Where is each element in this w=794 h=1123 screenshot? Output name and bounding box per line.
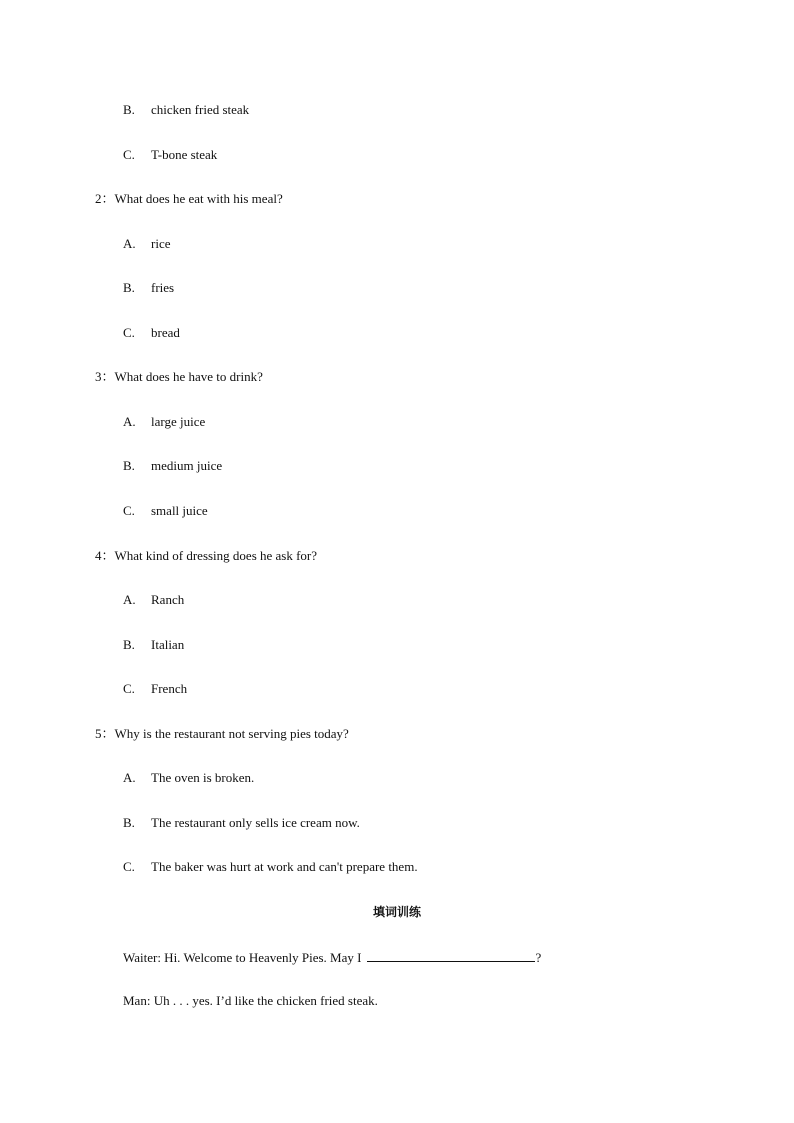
- option-letter: A.: [123, 770, 136, 785]
- option-text: bread: [151, 325, 180, 340]
- option-letter: B.: [123, 458, 135, 473]
- option-letter: A.: [123, 592, 136, 607]
- option-letter: B.: [123, 280, 135, 295]
- option-text: medium juice: [151, 458, 223, 473]
- question-3-prompt: 3：What does he have to drink?: [95, 369, 263, 384]
- option-text: chicken fried steak: [151, 102, 250, 117]
- option-text: French: [151, 681, 188, 696]
- dialogue-line-1: [123, 948, 541, 966]
- option-letter: A.: [123, 414, 136, 429]
- question-5-prompt: 5：Why is the restaurant not serving pies today?: [95, 726, 349, 741]
- option-text: fries: [151, 280, 175, 295]
- option-letter: C.: [123, 503, 135, 518]
- option-text: Italian: [151, 637, 185, 652]
- option-text: The oven is broken.: [151, 770, 255, 785]
- option-letter: C.: [123, 681, 135, 696]
- fill-in-blank[interactable]: [367, 948, 535, 962]
- option-text: small juice: [151, 503, 208, 518]
- option-text: The baker was hurt at work and can't prepare them.: [151, 859, 418, 874]
- option-text: The restaurant only sells ice cream now.: [151, 815, 360, 830]
- option-letter: C.: [123, 325, 135, 340]
- option-letter: A.: [123, 236, 136, 251]
- option-letter: C.: [123, 147, 135, 162]
- option-letter: B.: [123, 637, 135, 652]
- question-2-prompt: 2：What does he eat with his meal?: [95, 191, 283, 206]
- option-text: T-bone steak: [151, 147, 218, 162]
- dialogue-text: Waiter: Hi. Welcome to Heavenly Pies. May I: [123, 950, 362, 965]
- dialogue-punctuation: ?: [535, 950, 542, 965]
- section-heading: 填词训练: [372, 905, 421, 919]
- option-letter: B.: [123, 102, 135, 117]
- option-text: large juice: [151, 414, 206, 429]
- option-text: Ranch: [151, 592, 185, 607]
- option-letter: C.: [123, 859, 135, 874]
- question-4-prompt: 4：What kind of dressing does he ask for?: [95, 548, 318, 563]
- option-letter: B.: [123, 815, 135, 830]
- option-text: rice: [151, 236, 171, 251]
- dialogue-line-2: Man: Uh . . . yes. I’d like the chicken fried steak.: [123, 993, 378, 1008]
